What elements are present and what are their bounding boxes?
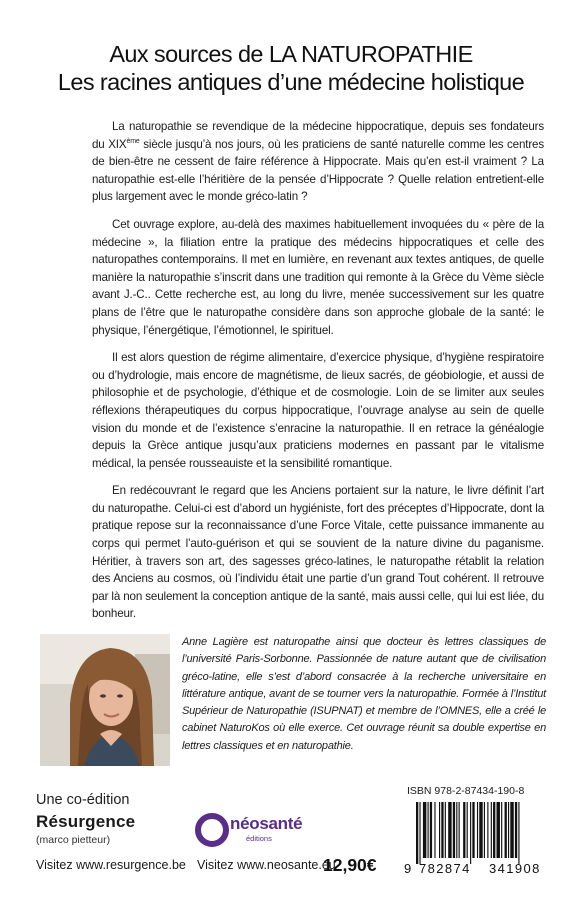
barcode-bar	[453, 802, 455, 858]
barcode-bar	[434, 802, 435, 858]
barcode-bar	[518, 802, 519, 864]
barcode-bar	[510, 802, 513, 858]
barcode-bar	[445, 802, 446, 858]
barcode-digit-first: 9	[404, 861, 412, 876]
barcode-bar	[484, 802, 485, 858]
neosante-logo-subtitle: éditions	[246, 834, 272, 843]
barcode-bar	[430, 802, 432, 858]
resurgence-url: Visitez www.resurgence.be	[36, 858, 186, 872]
paragraph-4: En redécouvrant le regard que les Anciens portaient sur la nature, le livre définit l’art du naturopathe. Celui-ci est d’abord un hygiéniste, fort des préceptes d’Hippocrate, dont la pratique repose sur la reconnaissance d’une Force Vitale, cette puissance immanente au corps qui permet l’auto-guérison et qui se souvient de la nature divine du paganisme. Héritier, à travers son art, des sagesses gréco-latines, le naturopathe rétablit la relation des Anciens au cosmos, où l’individu était une partie d’un grand Tout cohérent. Il retrouve par là non seulement la conception antique de la santé, mais aussi celle, qui lui est liée, du bonheur.	[92, 484, 544, 621]
price: 12,90€	[323, 855, 377, 875]
barcode-bar	[441, 802, 443, 858]
barcode-bar	[448, 802, 451, 858]
barcode-bar	[416, 802, 418, 864]
author-photo	[40, 634, 170, 766]
paragraph-3: Il est alors question de régime alimentaire, d’exercice physique, d’hygiène respiratoire ou d’hydrologie, mais encore de magnétisme, de lieux sacrés, de géobiologie, et aussi de philosophie et de psychologie, d’éthique et de cosmologie. Loin de se limiter aux seules réflexions thérapeutiques du corpus hippocratique, l’ouvrage analyse au sein de quelle vision du monde et de l’existence s’enracine la naturopathie. Il en retrace la généalogie depuis la Grèce antique jusqu’aux praticiens modernes en passant par le vitalisme médical, la pensée rousseauiste et la sensibilité romantique.	[92, 351, 544, 470]
resurgence-logo: Résurgence	[36, 812, 136, 831]
book-title	[0, 40, 582, 96]
barcode-bar	[505, 802, 507, 858]
barcode-bar	[501, 802, 502, 858]
barcode-bar	[493, 802, 495, 858]
author-bio	[182, 634, 546, 755]
back-cover-summary	[92, 118, 544, 633]
barcode-bar	[491, 802, 492, 858]
barcode-bar	[463, 802, 465, 858]
barcode-bar	[470, 802, 471, 864]
barcode-bar	[419, 802, 420, 864]
barcode-bar	[423, 802, 426, 858]
barcode-bar	[467, 802, 468, 858]
barcode-bar	[459, 802, 460, 858]
barcode-bar	[439, 802, 440, 858]
barcode-bar	[497, 802, 500, 858]
paragraph-2: Cet ouvrage explore, au-delà des maximes habituellement invoquées du « père de la médecine », la filiation entre la pratique des médecins hippocratiques et celle des naturopathes contemporains. Il met en lumière, en revenant aux textes antiques, de quelle manière la naturopathie s’inscrit dans une tradition qui remonte à la Grèce du Vème siècle avant J.-C.. Cette recherche est, au long du livre, menée successivement sur les quatre plans de l’être que le naturopathe considère dans son approche globale de la santé: le physique, l’énergétique, l’émotionnel, le spirituel.	[92, 217, 544, 337]
barcode-bar	[515, 802, 517, 858]
author-bio-text: est naturopathe ainsi que docteur ès lettres classiques de l’université Paris-Sorbonne. Passionnée de nature autant que de civilisation gréco-latine, elle s’est d’abord consacrée à la recherche universitaire en littérature antique, avant de se tourner vers la naturopathie. Formée à l’Institut Supérieur de Naturopathie (ISUPNAT) et membre de l’OMNES, elle a créé le cabinet NaturoKos où elle exerce. Cet ouvrage réunit sa double expertise en lettres classiques et en naturopathie.	[182, 636, 546, 752]
isbn-label: ISBN 978-2-87434-190-8	[407, 785, 525, 797]
barcode-bar	[508, 802, 509, 858]
resurgence-subtitle: (marco pietteur)	[36, 834, 111, 846]
barcode-bar	[456, 802, 457, 858]
paragraph-1: La naturopathie se revendique de la médecine hippocratique, depuis ses fondateurs du XIXème siècle jusqu’à nos jours, où les praticiens de santé naturelle comme les centres de bien-être ne cessent de faire référence à Hippocrate. Mais qu’en est-il vraiment ? La naturopathie est-elle l’héritière de la pensée d’Hippocrate ? Quelle relation entretient-elle plus largement avec le monde gréco-latin ?	[92, 120, 545, 204]
barcode-bar	[477, 802, 478, 858]
title-line-1: Aux sources de LA NATUROPATHIE	[109, 41, 473, 67]
title-line-2: Les racines antiques d’une médecine holistique	[57, 69, 525, 95]
coedition-label: Une co-édition	[36, 792, 130, 808]
barcode-bar	[479, 802, 482, 858]
barcode-bar	[472, 802, 474, 858]
neosante-url: Visitez www.neosante.eu	[197, 858, 336, 872]
barcode-digits-right: 341908	[489, 861, 541, 876]
neosante-logo-text: néosanté	[230, 814, 303, 833]
barcode-bar	[487, 802, 488, 858]
barcode-digits-left: 782874	[419, 861, 471, 876]
author-name: Anne Lagière	[182, 636, 248, 648]
barcode-bar	[428, 802, 429, 858]
